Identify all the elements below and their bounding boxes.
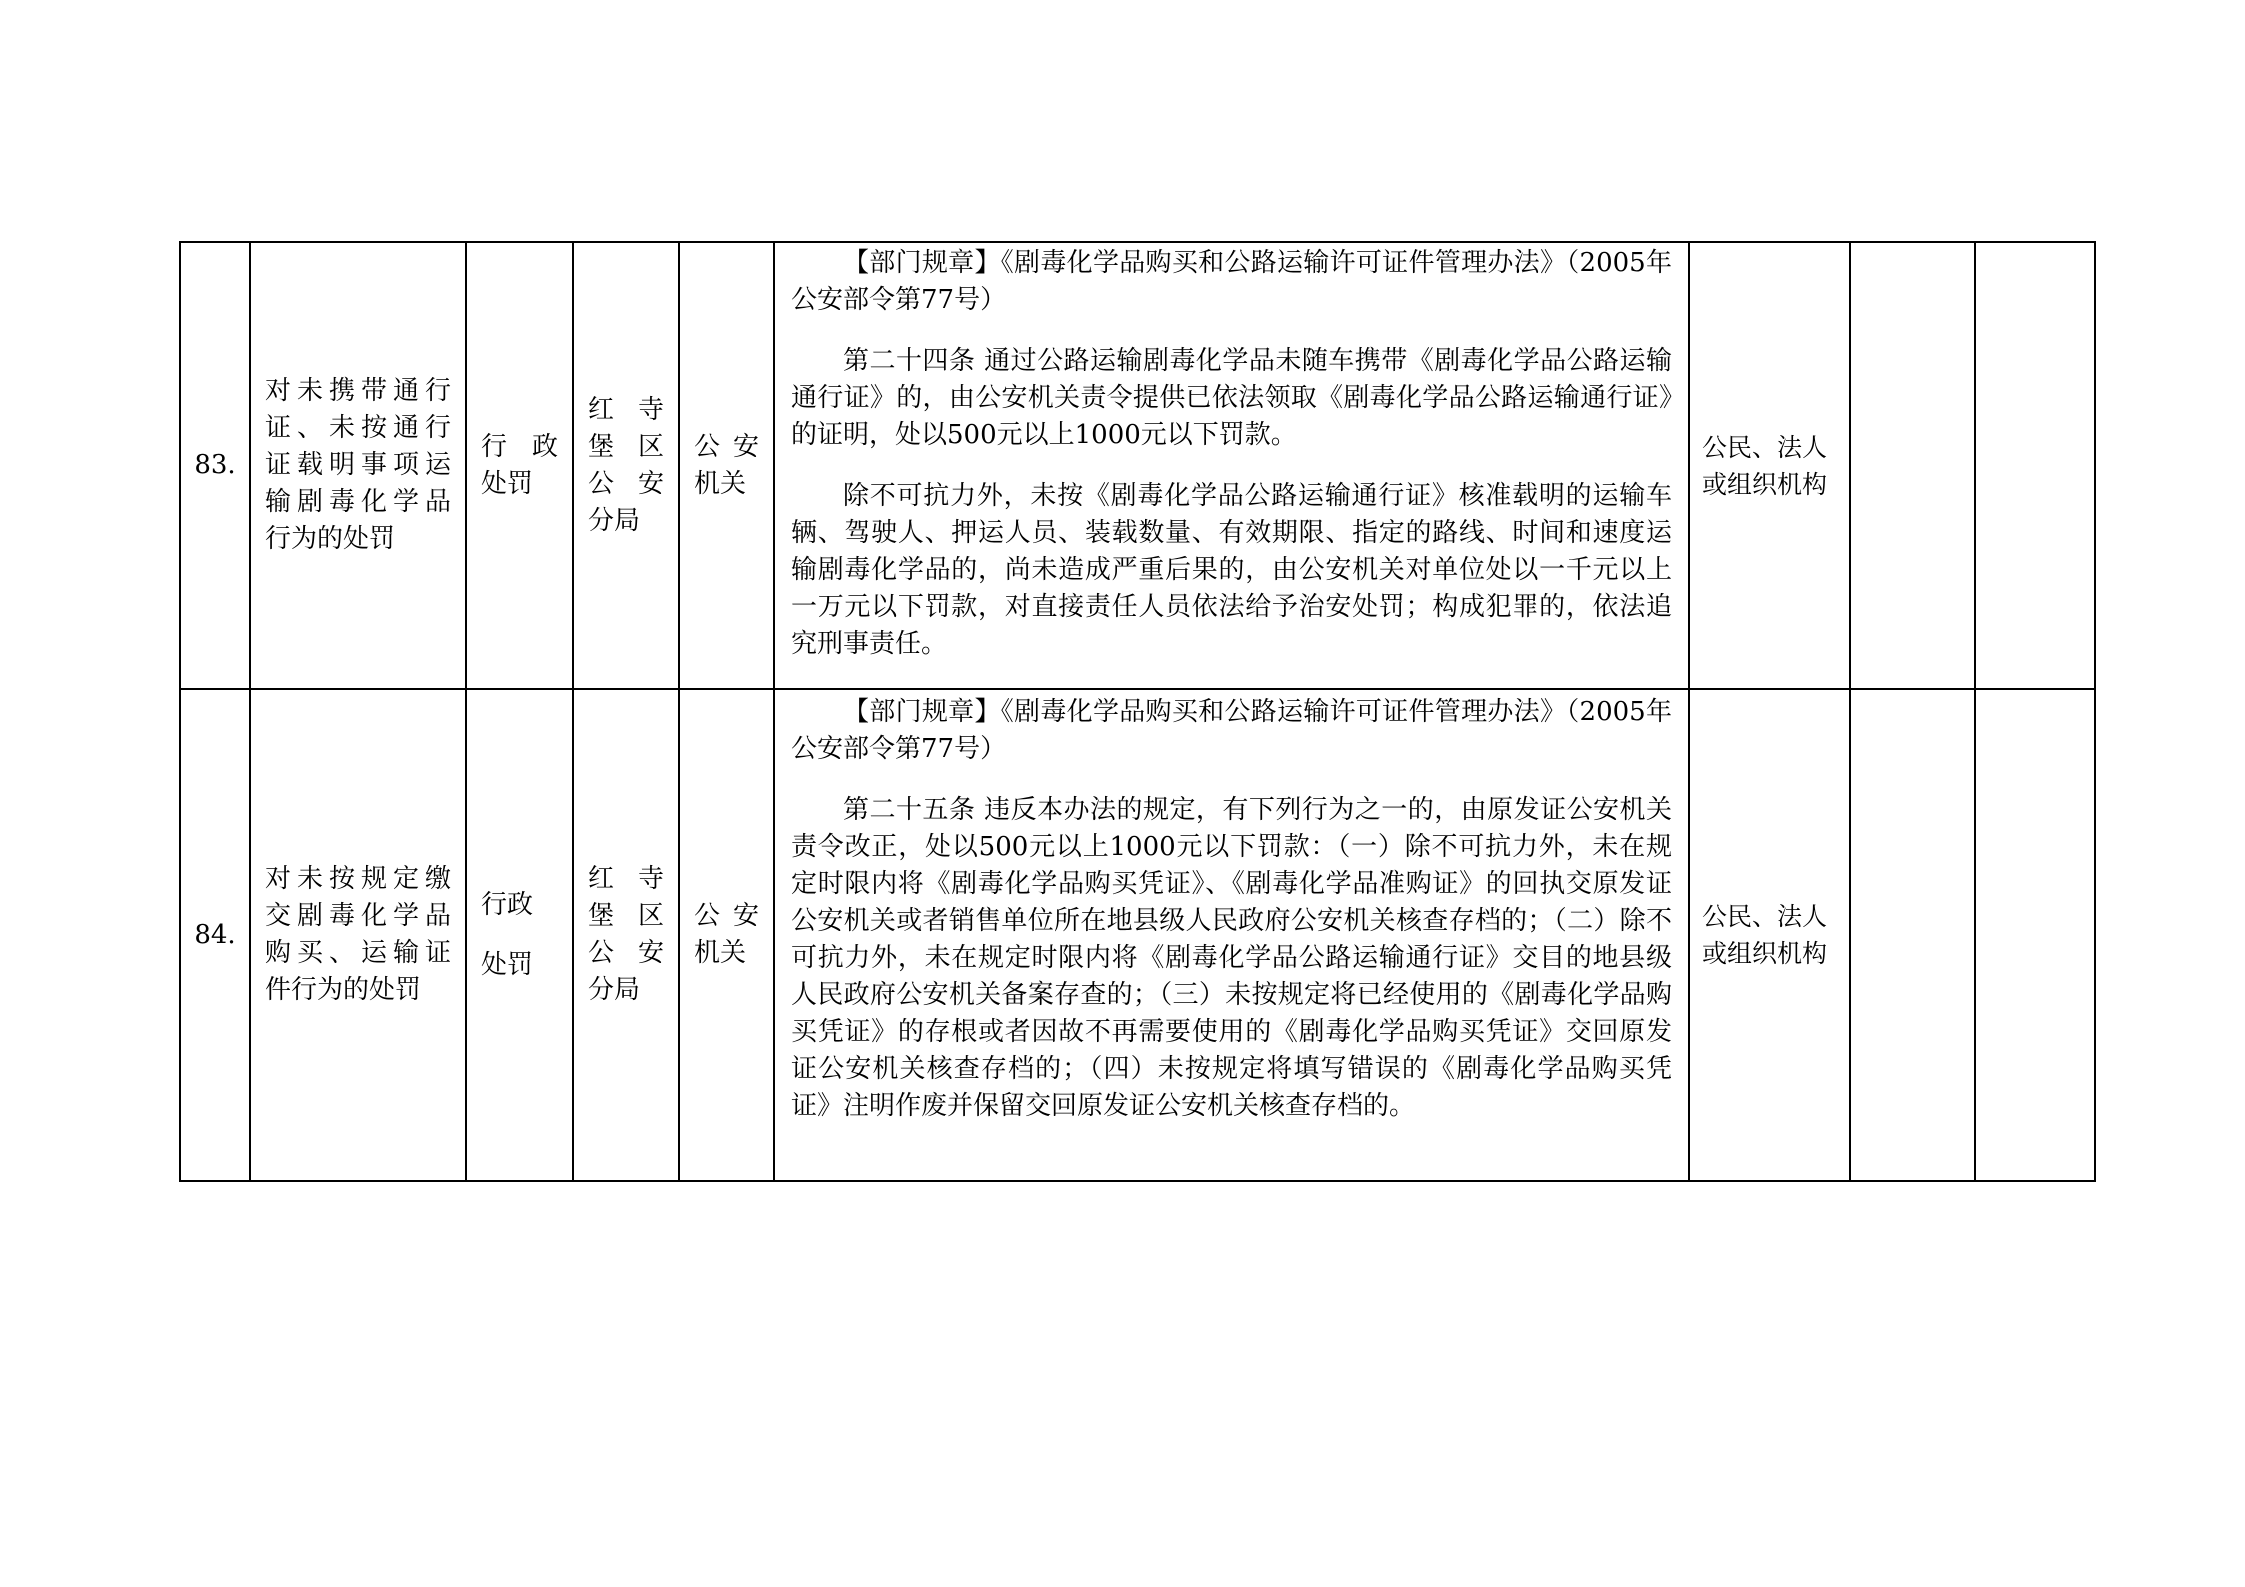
row-number: 83.: [180, 242, 250, 689]
empty-cell: [1850, 242, 1975, 689]
empty-cell: [1975, 242, 2095, 689]
legal-basis: [774, 689, 1689, 1181]
legal-basis: [774, 242, 1689, 689]
power-type: 行政 处罚: [466, 689, 573, 1181]
implementing-department: 红 寺 堡 区 公 安 分局: [573, 689, 679, 1181]
empty-cell: [1975, 689, 2095, 1181]
power-type: 行 政 处罚: [466, 242, 573, 689]
item-name: 对未携带通行 证、未按通行 证载明事项运 输剧毒化学品 行为的处罚: [250, 242, 466, 689]
basis-article: 第二十五条 违反本办法的规定，有下列行为之一的，由原发证公安机关责令改正，处以500元以上1000元以下罚款：（一）除不可抗力外，未在规定时限内将《剧毒化学品购买凭证》、《剧毒化学品准购证》的回执交原发证公安机关或者销售单位所在地县级人民政府公安机关核查存档的；（二）除不可抗力外，未在规定时限内将《剧毒化学品公路运输通行证》交目的地县级人民政府公安机关备案存查的；（三）未按规定将已经使用的《剧毒化学品购买凭证》的存根或者因故不再需要使用的《剧毒化学品购买凭证》交回原发证公安机关核查存档的；（四）未按规定将填写错误的《剧毒化学品购买凭证》注明作废并保留交回原发证公安机关核查存档的。: [791, 795, 1672, 1121]
table-row: [180, 689, 2095, 1181]
responsible-organ: 公 安 机关: [679, 689, 774, 1181]
basis-article: 除不可抗力外，未按《剧毒化学品公路运输通行证》核准载明的运输车辆、驾驶人、押运人员、装载数量、有效期限、指定的路线、时间和速度运输剧毒化学品的，尚未造成严重后果的，由公安机关对单位处以一千元以上一万元以下罚款，对直接责任人员依法给予治安处罚；构成犯罪的，依法追究刑事责任。: [791, 481, 1672, 659]
item-name: 对未按规定缴 交剧毒化学品 购买、运输证 件行为的处罚: [250, 689, 466, 1181]
row-number: 84.: [180, 689, 250, 1181]
applicable-object: 公民、法人 或组织机构: [1689, 689, 1850, 1181]
empty-cell: [1850, 689, 1975, 1181]
applicable-object: 公民、法人 或组织机构: [1689, 242, 1850, 689]
responsible-organ: 公 安 机关: [679, 242, 774, 689]
basis-article: 第二十四条 通过公路运输剧毒化学品未随车携带《剧毒化学品公路运输通行证》的，由公安机关责令提供已依法领取《剧毒化学品公路运输通行证》的证明，处以500元以上1000元以下罚款。: [791, 346, 1672, 450]
power-list-table: [179, 241, 2096, 1182]
implementing-department: 红 寺 堡 区 公 安 分局: [573, 242, 679, 689]
basis-source: 【部门规章】《剧毒化学品购买和公路运输许可证件管理办法》（2005年公安部令第77号）: [791, 697, 1672, 764]
basis-source: 【部门规章】《剧毒化学品购买和公路运输许可证件管理办法》（2005年公安部令第77号）: [791, 248, 1672, 315]
table-row: [180, 242, 2095, 689]
